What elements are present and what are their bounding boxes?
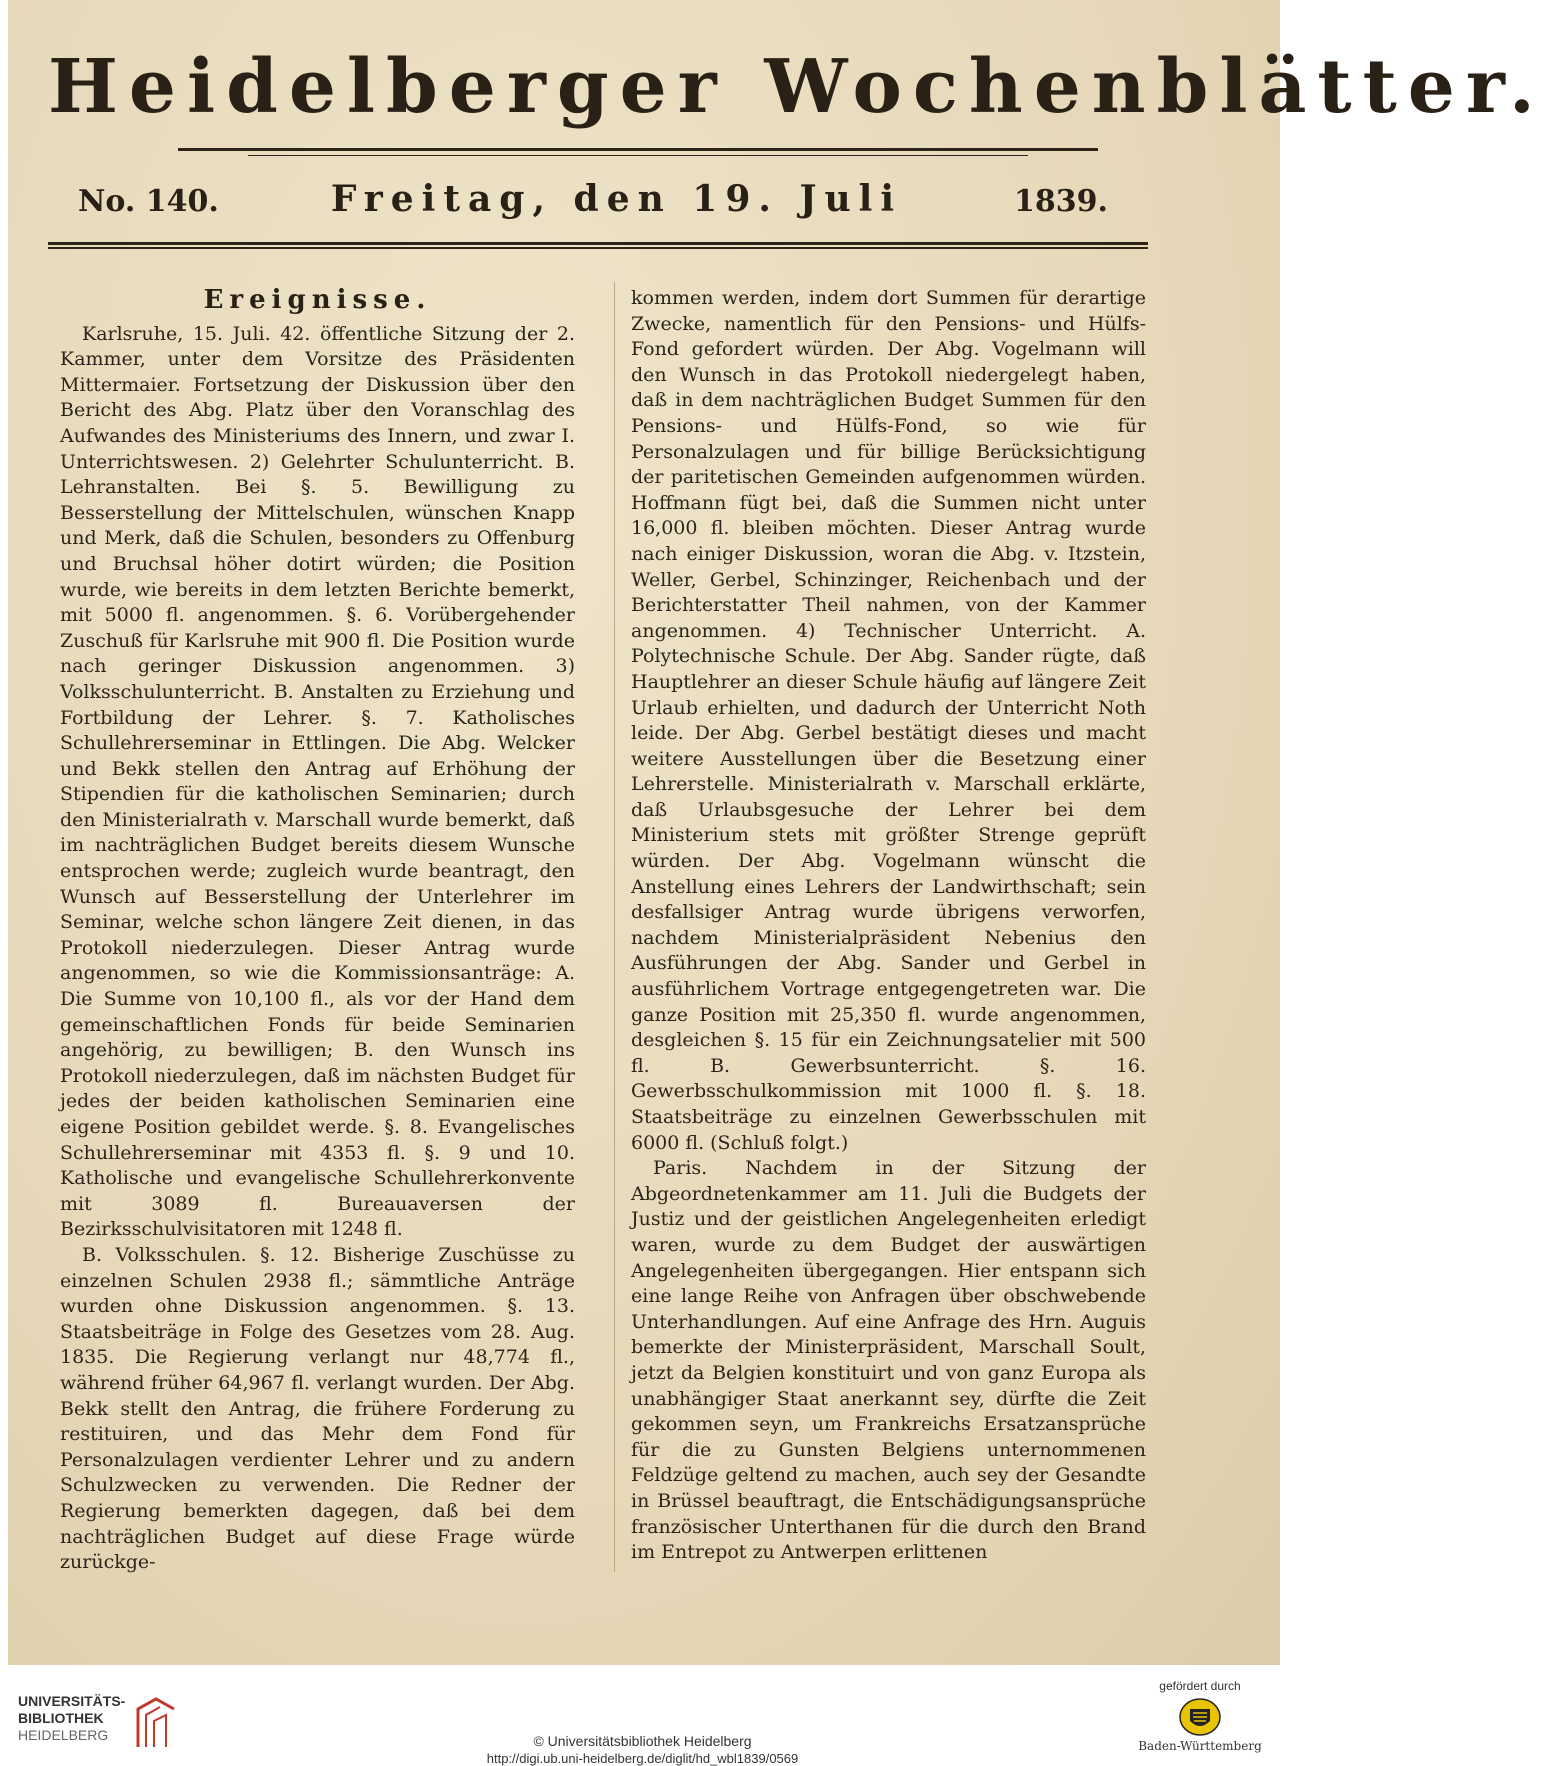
sponsor-block[interactable] (1125, 1679, 1275, 1753)
issue-number: No. 140. (78, 184, 219, 219)
masthead-title: Heidelberger Wochenblätter. (48, 44, 1546, 130)
article-paragraph: Paris. Nachdem in der Sitzung der Abgeordnetenkammer am 11. Juli die Budgets der Justiz und der geistlichen Angelegenheiten erledigt waren, wurde zu dem Budget der auswärtigen Angelegenheiten übergegangen. Hier entspann sich eine lange Reihe von Anfragen über obschwebende Unterhandlungen. Auf eine Anfrage des Hrn. Auguis bemerkte der Ministerpräsident, Marschall Soult, jetzt da Belgien konstituirt und von ganz Europa als unabhängiger Staat anerkannt sey, dürfte die Zeit gekommen seyn, um Frankreichs Ersatzansprüche für die zu Gunsten Belgiens unternommenen Feldzüge geltend zu machen, auch sey der Gesandte in Brüssel beauftragt, die Entschädigungsansprüche französischer Unterthanen für die durch den Brand im Entrepot zu Antwerpen erlittenen (631, 1157, 1146, 1564)
library-name-line: HEIDELBERG (18, 1727, 109, 1743)
state-crest-icon (1178, 1697, 1222, 1737)
library-name-line: BIBLIOTHEK (18, 1710, 104, 1726)
library-name-line: UNIVERSITÄTS- (18, 1693, 126, 1709)
permalink-url[interactable]: http://digi.ub.uni-heidelberg.de/diglit/hd_wbl1839/0569 (486, 1751, 799, 1766)
masthead-rule-thin (248, 155, 1028, 156)
copyright-notice: © Universitätsbibliothek Heidelberg (533, 1733, 752, 1749)
issue-dateline (78, 178, 1108, 222)
dateline-rule (48, 242, 1148, 249)
newspaper-page (8, 0, 1546, 1665)
article-paragraph: B. Volksschulen. §. 12. Bisherige Zuschüsse zu einzelnen Schulen 2938 fl.; sämmtliche Anträge wurden ohne Diskussion angenommen. §. 13. Staatsbeiträge in Folge des Gesetzes vom 28. Aug. 1835. Die Regierung verlangt nur 48,774 fl., während früher 64,967 fl. verlangt wurden. Der Abg. Bekk stellt den Antrag, die frühere Forderung zu restituiren, und das Mehr dem Fond für Personalzulagen verdienter Lehrer und zu andern Schulzwecken zu verwenden. Die Redner der Regierung bemerkten dagegen, daß bei dem nachträglichen Budget auf diese Frage würde zurückge- (60, 1243, 575, 1574)
section-heading: Ereignisse. (203, 285, 432, 315)
left-column (60, 282, 575, 1576)
masthead-rule (178, 148, 1098, 151)
issue-date: Freitag, den 19. Juli (330, 178, 903, 220)
article-paragraph: kommen werden, indem dort Summen für derartige Zwecke, namentlich für den Pensions- und Hülfs-Fond gefordert würden. Der Abg. Vogelmann will den Wunsch in das Protokoll niedergelegt haben, daß in dem nachträglichen Budget Summen für den Pensions- und Hülfs-Fond, so wie für Personalzulagen und für billige Berücksichtigung der paritetischen Gemeinden aufgenommen würden. Hoffmann fügt bei, daß die Summen nicht unter 16,000 fl. bleiben möchten. Dieser Antrag wurde nach einiger Diskussion, woran die Abg. v. Itzstein, Weller, Gerbel, Schinzinger, Reichenbach und der Berichterstatter Theil nahmen, von der Kammer angenommen. 4) Technischer Unterricht. A. Polytechnische Schule. Der Abg. Sander rügte, daß Hauptlehrer an dieser Schule häufig auf längere Zeit Urlaub erhielten, und dadurch der Unterricht Noth leide. Der Abg. Gerbel bestätigt dieses und macht weitere Ausstellungen über die Besetzung einer Lehrerstelle. Ministerialrath v. Marschall erklärte, daß Urlaubsgesuche der Lehrer bei dem Ministerium stets mit größter Strenge geprüft würden. Der Abg. Vogelmann wünscht die Anstellung eines Lehrers der Landwirthschaft; sein desfallsiger Antrag wurde übrigens verworfen, nachdem Ministerialpräsident Nebenius den Ausführungen der Abg. Sander und Gerbel in ausführlichem Vortrage entgegengetreten war. Die ganze Position mit 25,350 fl. wurde angenommen, desgleichen §. 15 für ein Zeichnungsatelier mit 500 fl. B. Gewerbsunterricht. §. 16. Gewerbsschulkommission mit 1000 fl. §. 18. Staatsbeiträge zu einzelnen Gewerbsschulen mit 6000 fl. (Schluß folgt.) (631, 287, 1146, 1154)
issue-year: 1839. (1014, 184, 1108, 219)
viewer-footer (0, 1665, 1285, 1765)
sponsor-name: Baden-Württemberg (1138, 1739, 1262, 1753)
right-column (631, 286, 1146, 1566)
article-paragraph: Karlsruhe, 15. Juli. 42. öffentliche Sitzung der 2. Kammer, unter dem Vorsitze des Präsidenten Mittermaier. Fortsetzung der Diskussion über den Bericht des Abg. Platz über den Voranschlag des Aufwandes des Ministeriums des Innern, und zwar I. Unterrichtswesen. 2) Gelehrter Schulunterricht. B. Lehranstalten. Bei §. 5. Bewilligung zu Besserstellung der Mittelschulen, wünschen Knapp und Merk, daß die Schulen, besonders zu Offenburg und Bruchsal höher dotirt würden; die Position wurde, wie bereits in dem letzten Berichte bemerkt, mit 5000 fl. angenommen. §. 6. Vorübergehender Zuschuß für Karlsruhe mit 900 fl. Die Position wurde nach geringer Diskussion angenommen. 3) Volksschulunterricht. B. Anstalten zu Erziehung und Fortbildung der Lehrer. §. 7. Katholisches Schullehrerseminar in Ettlingen. Die Abg. Welcker und Bekk stellen den Antrag auf Erhöhung der Stipendien für die katholischen Seminarien; durch den Ministerialrath v. Marschall wurde bemerkt, daß im nachträglichen Budget bereits diesem Wunsche entsprochen werde; zugleich wurde beantragt, den Wunsch auf Besserstellung der Unterlehrer im Seminar, welche schon längere Zeit dienen, in das Protokoll niederzulegen. Dieser Antrag wurde angenommen, so wie die Kommissionsanträge: A. Die Summe von 10,100 fl., als vor der Hand dem gemeinschaftlichen Fonds für beide Seminarien angehörig, zu bewilligen; B. den Wunsch ins Protokoll niederzulegen, daß im nächsten Budget für jedes der beiden katholischen Seminarien eine eigene Position gebildet werde. §. 8. Evangelisches Schullehrerseminar mit 4353 fl. §. 9 und 10. Katholische und evangelische Schullehrerkonvente mit 3089 fl. Bureauaversen der Bezirksschulvisitatoren mit 1248 fl. (60, 322, 575, 1241)
column-divider (614, 282, 615, 1572)
sponsor-label: gefördert durch (1159, 1679, 1241, 1693)
